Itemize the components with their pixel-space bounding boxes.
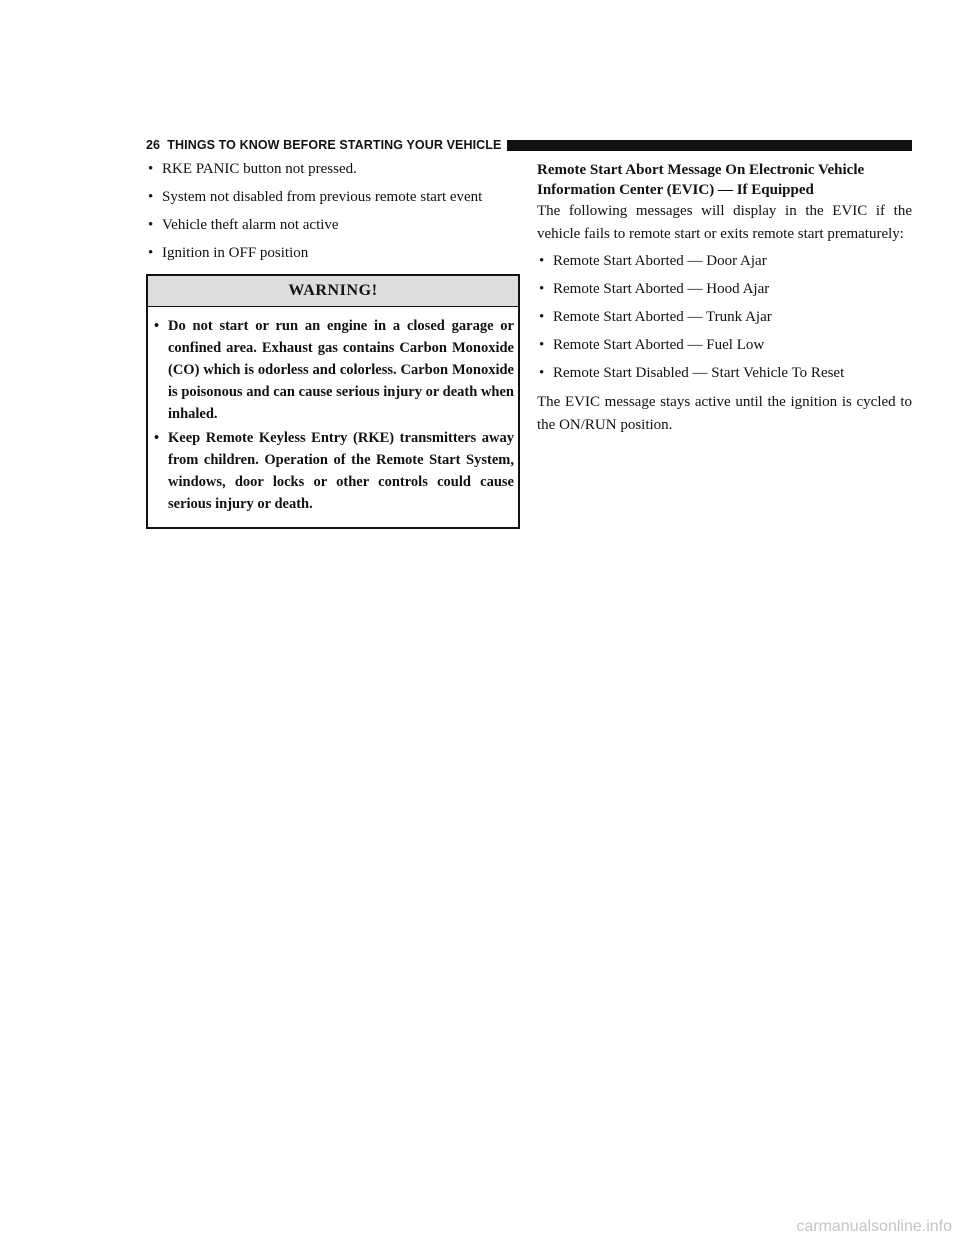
warning-item: • Keep Remote Keyless Entry (RKE) transmitters away from children. Operation of the Remote Start System, windows, door locks or other controls could cause serious injury or death. [152, 427, 514, 515]
bullet-icon: • [154, 318, 160, 334]
bullet-icon: • [148, 161, 154, 177]
bullet-icon: • [154, 430, 160, 446]
page-header-text [146, 138, 501, 152]
list-item: • Ignition in OFF position [146, 242, 520, 265]
section-heading: Remote Start Abort Message On Electronic Vehicle Information Center (EVIC) — If Equipped [537, 162, 865, 198]
list-item: • Vehicle theft alarm not active [146, 214, 520, 237]
chapter-title: THINGS TO KNOW BEFORE STARTING YOUR VEHICLE [167, 138, 502, 152]
warning-title: WARNING! [148, 276, 518, 307]
warning-list [152, 315, 514, 515]
list-item: • RKE PANIC button not pressed. [146, 158, 520, 181]
bullet-icon: • [539, 309, 545, 325]
bullet-icon: • [539, 281, 545, 297]
warning-body [148, 307, 518, 527]
page-number: 26 [146, 138, 161, 152]
bullet-icon: • [148, 245, 154, 261]
list-item: • Remote Start Aborted — Fuel Low [537, 334, 912, 357]
bullet-icon: • [148, 217, 154, 233]
header-rule [507, 140, 912, 151]
watermark-text[interactable]: carmanualsonline.info [796, 1218, 952, 1235]
message-list [537, 250, 912, 385]
list-item: • Remote Start Aborted — Hood Ajar [537, 278, 912, 301]
list-item: • System not disabled from previous remote start event [146, 186, 520, 209]
list-item: • Remote Start Disabled — Start Vehicle To Reset [537, 362, 912, 385]
bullet-icon: • [539, 337, 545, 353]
list-item: • Remote Start Aborted — Trunk Ajar [537, 306, 912, 329]
intro-paragraph: The following messages will display in the EVIC if the vehicle fails to remote start or exits remote start prematurely: [537, 203, 912, 242]
warning-item: • Do not start or run an engine in a closed garage or confined area. Exhaust gas contains Carbon Monoxide (CO) which is odorless and colorless. Carbon Monoxide is poisonous and can cause serious injury or death when inhaled. [152, 315, 514, 425]
right-column [537, 158, 912, 437]
bullet-icon: • [539, 253, 545, 269]
page-header [146, 138, 912, 152]
bullet-icon: • [539, 365, 545, 381]
closing-paragraph: The EVIC message stays active until the ignition is cycled to the ON/RUN position. [537, 394, 912, 433]
left-column [146, 158, 520, 529]
warning-box [146, 274, 520, 529]
condition-list [146, 158, 520, 265]
bullet-icon: • [148, 189, 154, 205]
list-item: • Remote Start Aborted — Door Ajar [537, 250, 912, 273]
